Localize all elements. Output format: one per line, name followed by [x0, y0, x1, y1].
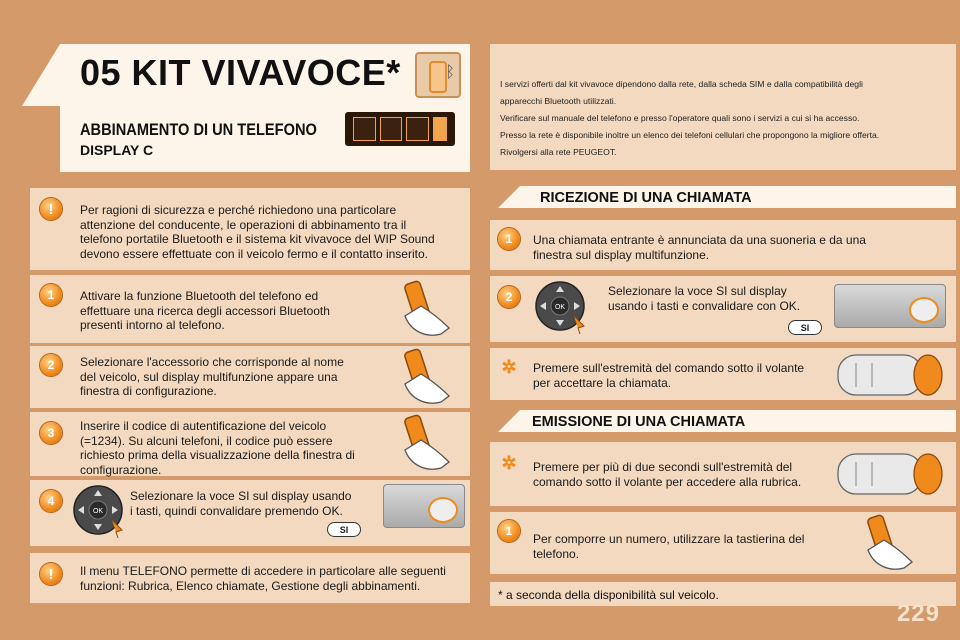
hand-phone-icon — [395, 410, 457, 476]
emit-step-1-text: Premere per più di due secondi sull'estremità del comando sotto il volante per accedere alla rubrica. — [533, 460, 802, 489]
press-indicator-icon: ✲ — [501, 356, 517, 377]
ok-label: OK — [554, 304, 566, 311]
receive-step-1-text: Una chiamata entrante è annunciata da una suoneria e da una finestra sul display multifunzione. — [533, 233, 866, 262]
receive-step-1-badge: 1 — [498, 228, 520, 250]
steering-stalk-icon — [836, 349, 946, 401]
footnote: * a seconda della disponibilità sul veicolo. — [498, 588, 719, 602]
page-number: 229 — [896, 600, 940, 627]
warning-icon: ! — [40, 563, 62, 585]
emit-title: EMISSIONE DI UNA CHIAMATA — [532, 414, 746, 430]
display-c-icon — [345, 112, 455, 146]
receive-title: RICEZIONE DI UNA CHIAMATA — [540, 190, 752, 206]
hand-phone-icon — [395, 276, 457, 342]
emit-step-2-badge: 1 — [498, 520, 520, 542]
hand-phone-icon — [858, 510, 920, 576]
step-4-text: Selezionare la voce SI sul display usando i tasti, quindi convalidare premendo OK. — [130, 489, 352, 518]
receive-step-2-text: Selezionare la voce SI sul display usando i tasti e convalidare con OK. — [608, 284, 801, 313]
warning-icon: ! — [40, 198, 62, 220]
radio-unit-icon — [383, 484, 465, 528]
step-3-badge: 3 — [40, 422, 62, 444]
step-1-text: Attivare la funzione Bluetooth del telefono ed effettuare una ricerca degli accessori Bluetooth presenti intorno al telefono. — [80, 289, 330, 332]
ok-label: OK — [92, 508, 104, 515]
warning-text: Per ragioni di sicurezza e perché richiedono una particolare attenzione del conducente, le operazioni di abbinamento tra il telefono portatile Bluetooth e il sistema kit vivavoce del WIP Sound devono essere effettuate con il veicolo fermo e il contatto inserito. — [80, 203, 435, 261]
navigation-pad-icon — [68, 482, 130, 540]
hand-phone-icon — [395, 344, 457, 410]
step-1-badge: 1 — [40, 284, 62, 306]
section-title: ABBINAMENTO DI UN TELEFONO — [80, 120, 317, 139]
step-4-badge: 4 — [40, 490, 62, 512]
radio-unit-icon — [834, 284, 946, 328]
step-3-text: Inserire il codice di autentificazione del veicolo (=1234). Su alcuni telefoni, il codice può essere richiesto prima della visualizzazione della finestra di configurazione. — [80, 419, 355, 477]
receive-step-2-badge: 2 — [498, 286, 520, 308]
info-text: I servizi offerti dal kit vivavoce dipendono dalla rete, dalla scheda SIM e dalla compatibilità degli apparecchi Bluetooth utilizzati. Verificare sul manuale del telefono e presso l'operatore quali sono i servizi a cui si ha accesso. Presso la rete è disponibile inoltre un elenco dei telefoni cellulari che propongono la migliore offerta. Rivolgersi alla rete PEUGEOT. — [500, 79, 880, 157]
page-title: 05 KIT VIVAVOCE* — [80, 52, 401, 93]
steering-stalk-icon — [836, 448, 946, 500]
si-button[interactable]: SI — [788, 320, 822, 335]
warning-text: Il menu TELEFONO permette di accedere in particolare alle seguenti funzioni: Rubrica, Elenco chiamate, Gestione degli abbinamenti. — [80, 564, 446, 593]
press-indicator-icon: ✲ — [501, 452, 517, 473]
step-2-text: Selezionare l'accessorio che corrisponde al nome del veicolo, sul display multifunzione appare una finestra di configurazione. — [80, 355, 344, 398]
emit-step-2-text: Per comporre un numero, utilizzare la tastierina del telefono. — [533, 532, 805, 561]
step-2-badge: 2 — [40, 354, 62, 376]
navigation-pad-icon — [530, 278, 592, 336]
si-button[interactable]: SI — [327, 522, 361, 537]
section-subtitle: DISPLAY C — [80, 142, 154, 158]
bluetooth-phone-icon — [415, 52, 461, 98]
receive-step-3-text: Premere sull'estremità del comando sotto il volante per accettare la chiamata. — [533, 361, 805, 390]
